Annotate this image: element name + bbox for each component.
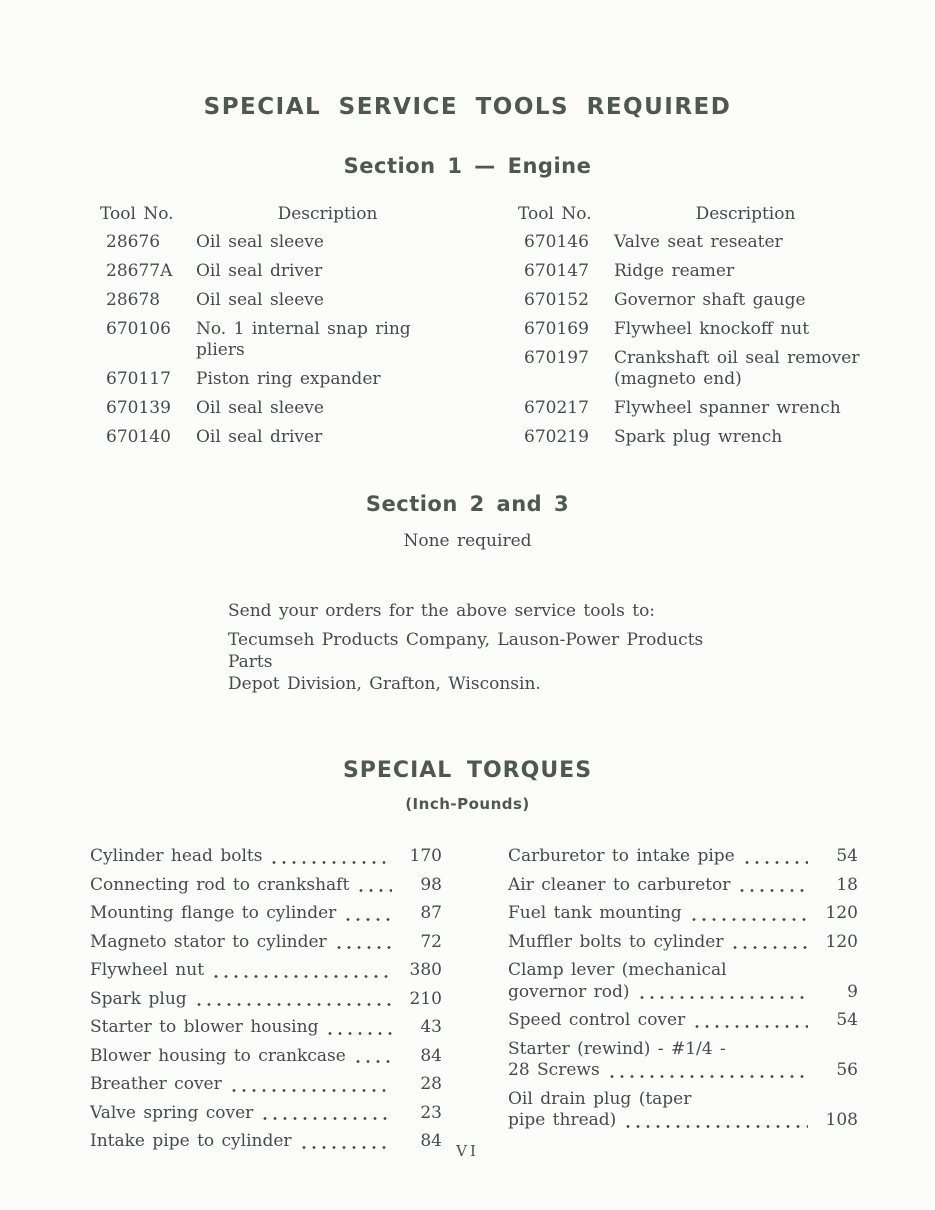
torque-label-extra-lines: Clamp lever (mechanical — [508, 960, 727, 980]
tools-header-row — [90, 204, 450, 224]
torque-row — [508, 846, 858, 868]
torque-value: 54 — [836, 846, 858, 866]
tool-no-header: Tool No. — [518, 204, 592, 224]
torque-label: Mounting flange to cylinder — [90, 903, 337, 923]
tool-row — [90, 232, 450, 253]
torque-row — [90, 903, 442, 925]
torque-label: pipe thread) — [508, 1110, 617, 1130]
tool-description: Flywheel spanner wrench — [614, 398, 841, 418]
tool-description: Governor shaft gauge — [614, 290, 806, 310]
torque-row — [90, 1103, 442, 1125]
dot-leader — [343, 903, 392, 925]
dot-leader — [742, 846, 808, 868]
torques-subheading: (Inch-Pounds) — [405, 795, 530, 813]
description-header: Description — [695, 204, 796, 224]
page-number: VI — [456, 1142, 479, 1160]
orders-address: Tecumseh Products Company, Lauson-Power Products Parts Depot Division, Grafton, Wisconsin. — [228, 630, 704, 694]
torque-row — [90, 932, 442, 954]
tool-row — [508, 290, 868, 311]
tool-number: 670106 — [106, 319, 171, 339]
tools-header-row — [508, 204, 868, 224]
none-required-text: None required — [403, 531, 532, 551]
torque-value: 380 — [409, 960, 442, 980]
tool-number: 670169 — [524, 319, 589, 339]
torque-label: Muffler bolts to cylinder — [508, 931, 724, 952]
torque-label: Valve spring cover — [90, 1102, 254, 1123]
tool-number: 670117 — [106, 369, 171, 389]
torque-row — [508, 903, 858, 925]
torque-value: 43 — [420, 1017, 442, 1037]
torque-label: Blower housing to crankcase — [90, 1045, 346, 1066]
dot-leader — [607, 1060, 808, 1082]
torques-heading: SPECIAL TORQUES — [342, 758, 593, 783]
tool-row — [90, 369, 450, 390]
tool-row — [90, 290, 450, 311]
dot-leader — [356, 875, 392, 897]
orders-block — [228, 600, 748, 695]
dot-leader — [211, 960, 392, 982]
tool-row — [90, 261, 450, 282]
tool-row — [90, 319, 450, 361]
tools-list-left — [90, 232, 450, 448]
tool-row — [90, 398, 450, 419]
torque-value: 87 — [420, 903, 442, 923]
tool-description: Oil seal sleeve — [196, 232, 324, 252]
torque-label: Air cleaner to carburetor — [508, 874, 731, 895]
tool-description: Oil seal sleeve — [196, 398, 324, 418]
tool-description: Valve seat reseater — [614, 232, 783, 252]
tool-number: 28677A — [106, 261, 173, 281]
torque-row — [508, 1039, 858, 1082]
tool-row — [508, 319, 868, 340]
dot-leader — [325, 1017, 392, 1039]
dot-leader — [334, 932, 392, 954]
section1-heading: Section 1 — Engine — [343, 154, 592, 178]
tool-number: 670197 — [524, 348, 589, 368]
torque-value: 98 — [420, 874, 442, 895]
torque-label: Breather cover — [90, 1074, 222, 1094]
torque-label: Magneto stator to cylinder — [90, 931, 327, 952]
torque-label-extra-lines: Starter (rewind) - #1/4 - — [508, 1038, 726, 1059]
tool-row — [508, 427, 868, 448]
tool-description: No. 1 internal snap ring pliers — [196, 319, 411, 360]
tools-table — [90, 204, 935, 448]
dot-leader — [269, 846, 392, 868]
torque-value: 72 — [420, 931, 442, 952]
tool-number: 670139 — [106, 398, 171, 418]
dot-leader — [229, 1074, 392, 1096]
torque-value: 108 — [825, 1110, 858, 1130]
torque-row — [90, 846, 442, 868]
description-header: Description — [277, 204, 378, 224]
torque-row — [90, 989, 442, 1011]
tool-description: Piston ring expander — [196, 369, 381, 389]
tool-number: 28678 — [106, 290, 161, 310]
torque-value: 210 — [409, 988, 442, 1009]
tool-description: Oil seal driver — [196, 427, 323, 447]
orders-intro: Send your orders for the above service tools to: — [228, 601, 656, 621]
dot-leader — [623, 1110, 808, 1132]
torque-value: 170 — [409, 846, 442, 866]
tool-number: 670152 — [524, 290, 589, 310]
tools-list-right — [508, 232, 868, 448]
dot-leader — [353, 1046, 392, 1068]
torque-label: 28 Screws — [508, 1060, 600, 1080]
torque-value: 54 — [836, 1010, 858, 1030]
tools-column-left — [90, 204, 450, 448]
torque-value: 120 — [825, 903, 858, 923]
torque-row — [90, 1046, 442, 1068]
tool-row — [508, 348, 868, 390]
tool-description: Crankshaft oil seal remover (magneto end) — [614, 348, 860, 389]
tool-number: 28676 — [106, 232, 161, 252]
tools-column-right — [508, 204, 868, 448]
torque-row — [508, 932, 858, 954]
dot-leader — [692, 1010, 808, 1032]
torque-row — [508, 1089, 858, 1132]
torque-label: Carburetor to intake pipe — [508, 846, 735, 866]
page-title: SPECIAL SERVICE TOOLS REQUIRED — [203, 94, 732, 120]
torque-label: Spark plug — [90, 988, 187, 1009]
torque-label: Starter to blower housing — [90, 1017, 319, 1037]
tool-description: Oil seal sleeve — [196, 290, 324, 310]
torque-label: governor rod) — [508, 981, 630, 1002]
tool-row — [90, 427, 450, 448]
torque-value: 9 — [847, 981, 858, 1002]
torque-row — [90, 1074, 442, 1096]
torque-row — [90, 960, 442, 982]
tool-number: 670217 — [524, 398, 589, 418]
dot-leader — [730, 932, 808, 954]
tool-description: Oil seal driver — [196, 261, 323, 281]
tool-number: 670219 — [524, 427, 589, 447]
tool-description: Ridge reamer — [614, 261, 735, 281]
torque-row — [508, 875, 858, 897]
torque-value: 84 — [420, 1131, 442, 1151]
dot-leader — [637, 982, 809, 1004]
torque-label-extra-lines: Oil drain plug (taper — [508, 1088, 692, 1109]
tool-row — [508, 232, 868, 253]
tool-row — [508, 398, 868, 419]
torque-label: Connecting rod to crankshaft — [90, 874, 350, 895]
torque-label: Intake pipe to cylinder — [90, 1131, 292, 1151]
dot-leader — [194, 989, 392, 1011]
dot-leader — [689, 903, 808, 925]
torque-value: 18 — [836, 874, 858, 895]
torque-value: 120 — [825, 931, 858, 952]
torque-label: Fuel tank mounting — [508, 903, 682, 923]
torque-value: 23 — [420, 1102, 442, 1123]
torque-row — [90, 1017, 442, 1039]
tool-number: 670147 — [524, 261, 589, 281]
tool-description: Flywheel knockoff nut — [614, 319, 810, 339]
tool-number: 670146 — [524, 232, 589, 252]
torque-row — [90, 875, 442, 897]
torque-value: 28 — [420, 1074, 442, 1094]
section23-heading: Section 2 and 3 — [365, 492, 570, 516]
torque-value: 56 — [836, 1060, 858, 1080]
tool-description: Spark plug wrench — [614, 427, 783, 447]
tool-no-header: Tool No. — [100, 204, 174, 224]
dot-leader — [260, 1103, 392, 1125]
torques-table — [90, 839, 935, 1153]
tool-row — [508, 261, 868, 282]
torque-row — [508, 1010, 858, 1032]
torques-column-left — [90, 839, 442, 1153]
torque-value: 84 — [420, 1045, 442, 1066]
dot-leader — [737, 875, 808, 897]
tool-number: 670140 — [106, 427, 171, 447]
torques-column-right — [508, 839, 858, 1153]
torque-label: Speed control cover — [508, 1010, 686, 1030]
torque-label: Cylinder head bolts — [90, 846, 263, 866]
torque-row — [508, 960, 858, 1003]
torque-label: Flywheel nut — [90, 960, 205, 980]
